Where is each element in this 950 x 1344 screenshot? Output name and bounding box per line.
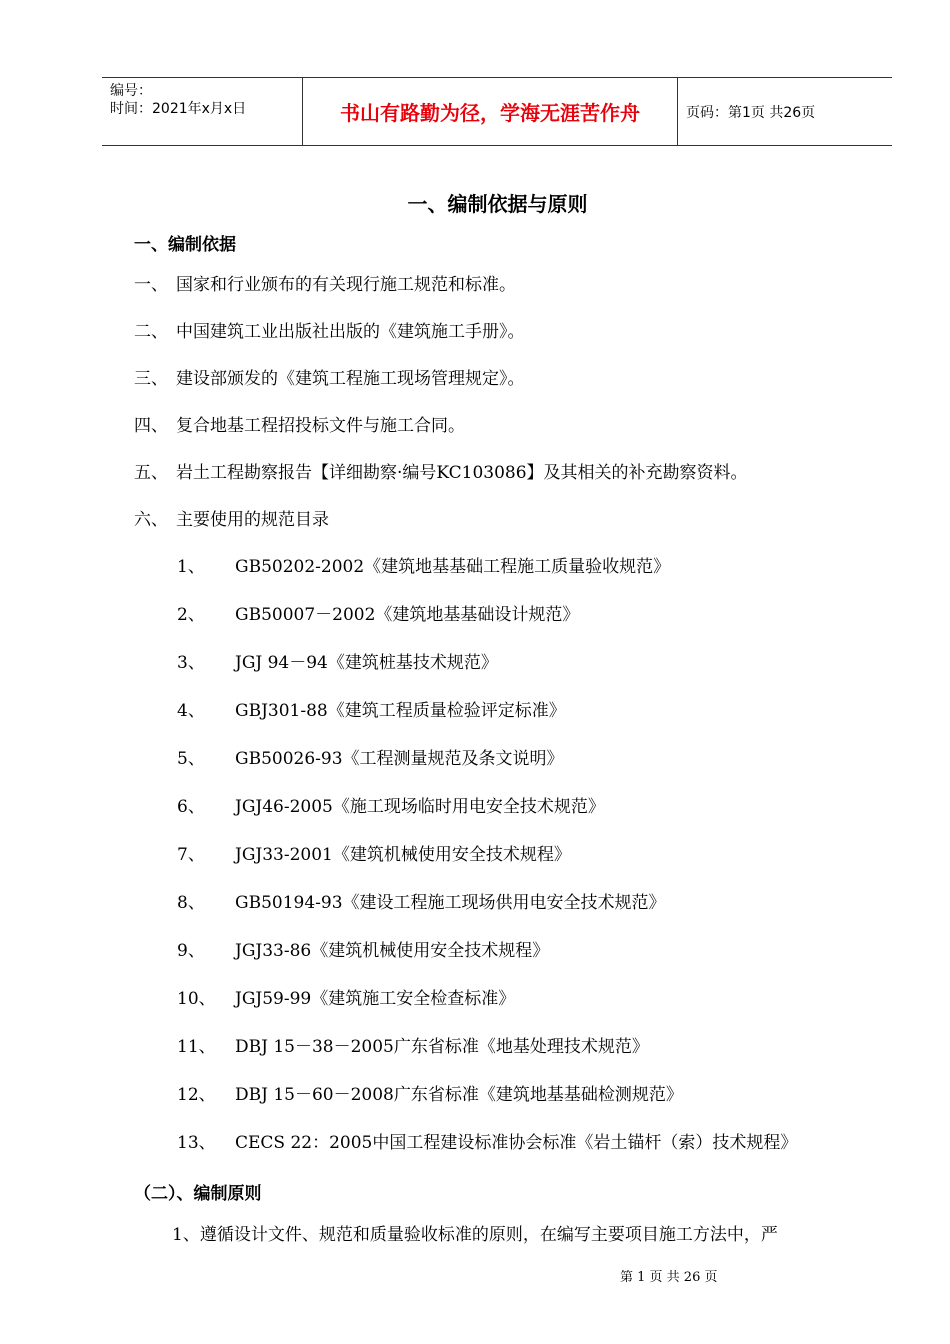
- item-text: GB50194-93《建设工程施工现场供用电安全技术规范》: [235, 893, 666, 913]
- item-number: 5、: [177, 749, 205, 769]
- list-item: [177, 936, 549, 961]
- list-item: [134, 270, 516, 295]
- item-number: 1、: [177, 557, 205, 577]
- item-text: DBJ 15－60－2008广东省标准《建筑地基基础检测规范》: [235, 1085, 683, 1105]
- item-number: 13、: [177, 1133, 216, 1153]
- list-item: [177, 840, 571, 865]
- item-text: JGJ33-2001《建筑机械使用安全技术规程》: [235, 845, 571, 865]
- item-text: JGJ46-2005《施工现场临时用电安全技术规范》: [235, 797, 605, 817]
- list-item: [134, 364, 525, 389]
- item-number: 3、: [177, 653, 205, 673]
- item-number: 9、: [177, 941, 205, 961]
- item-number: 6、: [177, 797, 205, 817]
- item-number: 11、: [177, 1037, 216, 1057]
- list-item: [177, 1080, 683, 1105]
- item-text: CECS 22：2005中国工程建设标准协会标准《岩土锚杆（索）技术规程》: [235, 1133, 798, 1153]
- list-item: [177, 984, 515, 1009]
- item-number: 8、: [177, 893, 205, 913]
- item-number: 10、: [177, 989, 216, 1009]
- item-text: GB50026-93《工程测量规范及条文说明》: [235, 749, 564, 769]
- document-number-label: 编号：: [110, 83, 152, 99]
- item-number: 2、: [177, 605, 205, 625]
- item-number: 12、: [177, 1085, 216, 1105]
- page-header: [102, 77, 892, 146]
- item-text: GB50202-2002《建筑地基基础工程施工质量验收规范》: [235, 557, 671, 577]
- section-heading-principles: （二）、编制原则: [134, 1184, 262, 1204]
- list-item: [177, 600, 579, 625]
- list-item: [177, 696, 566, 721]
- list-item: [134, 505, 329, 530]
- item-text: JGJ59-99《建筑施工安全检查标准》: [235, 989, 516, 1009]
- header-left-cell: [102, 78, 303, 145]
- item-text: 建设部颁发的《建筑工程施工现场管理规定》。: [176, 369, 525, 389]
- item-number: 7、: [177, 845, 205, 865]
- item-text: JGJ33-86《建筑机械使用安全技术规程》: [235, 941, 550, 961]
- page-title: 一、编制依据与原则: [407, 192, 588, 216]
- list-item: [134, 458, 748, 483]
- principle-paragraph: 1、遵循设计文件、规范和质量验收标准的原则，在编写主要项目施工方法中，严: [172, 1225, 778, 1245]
- item-number: 三、: [134, 369, 168, 389]
- header-page-info: 页码：第1页 共26页: [686, 104, 816, 121]
- list-item: [177, 552, 670, 577]
- item-text: 国家和行业颁布的有关现行施工规范和标准。: [176, 275, 516, 295]
- list-item: [134, 411, 465, 436]
- item-text: 中国建筑工业出版社出版的《建筑施工手册》。: [176, 322, 525, 342]
- item-number: 六、: [134, 510, 168, 530]
- list-item: [177, 744, 564, 769]
- list-item: [134, 317, 525, 342]
- page-footer: 第 1 页 共 26 页: [620, 1270, 718, 1285]
- list-item: [177, 1128, 797, 1153]
- item-number: 四、: [134, 416, 168, 436]
- document-time-label: 时间：2021年x月x日: [110, 101, 247, 117]
- item-number: 一、: [134, 275, 168, 295]
- list-item: [177, 888, 666, 913]
- item-text: DBJ 15－38－2005广东省标准《地基处理技术规范》: [235, 1037, 649, 1057]
- item-text: 复合地基工程招投标文件与施工合同。: [176, 416, 465, 436]
- list-item: [177, 648, 498, 673]
- item-text: JGJ 94－94《建筑桩基技术规范》: [235, 653, 498, 673]
- list-item: [177, 1032, 649, 1057]
- item-text: 主要使用的规范目录: [176, 510, 329, 530]
- item-number: 4、: [177, 701, 205, 721]
- item-text: GB50007－2002《建筑地基基础设计规范》: [235, 605, 580, 625]
- item-number: 五、: [134, 463, 168, 483]
- item-text: GBJ301-88《建筑工程质量检验评定标准》: [235, 701, 566, 721]
- item-text: 岩土工程勘察报告【详细勘察·编号KC103086】及其相关的补充勘察资料。: [176, 463, 748, 483]
- section-heading-basis: 一、编制依据: [134, 235, 236, 255]
- list-item: [177, 792, 605, 817]
- item-number: 二、: [134, 322, 168, 342]
- header-motto: 书山有路勤为径，学海无涯苦作舟: [303, 78, 678, 145]
